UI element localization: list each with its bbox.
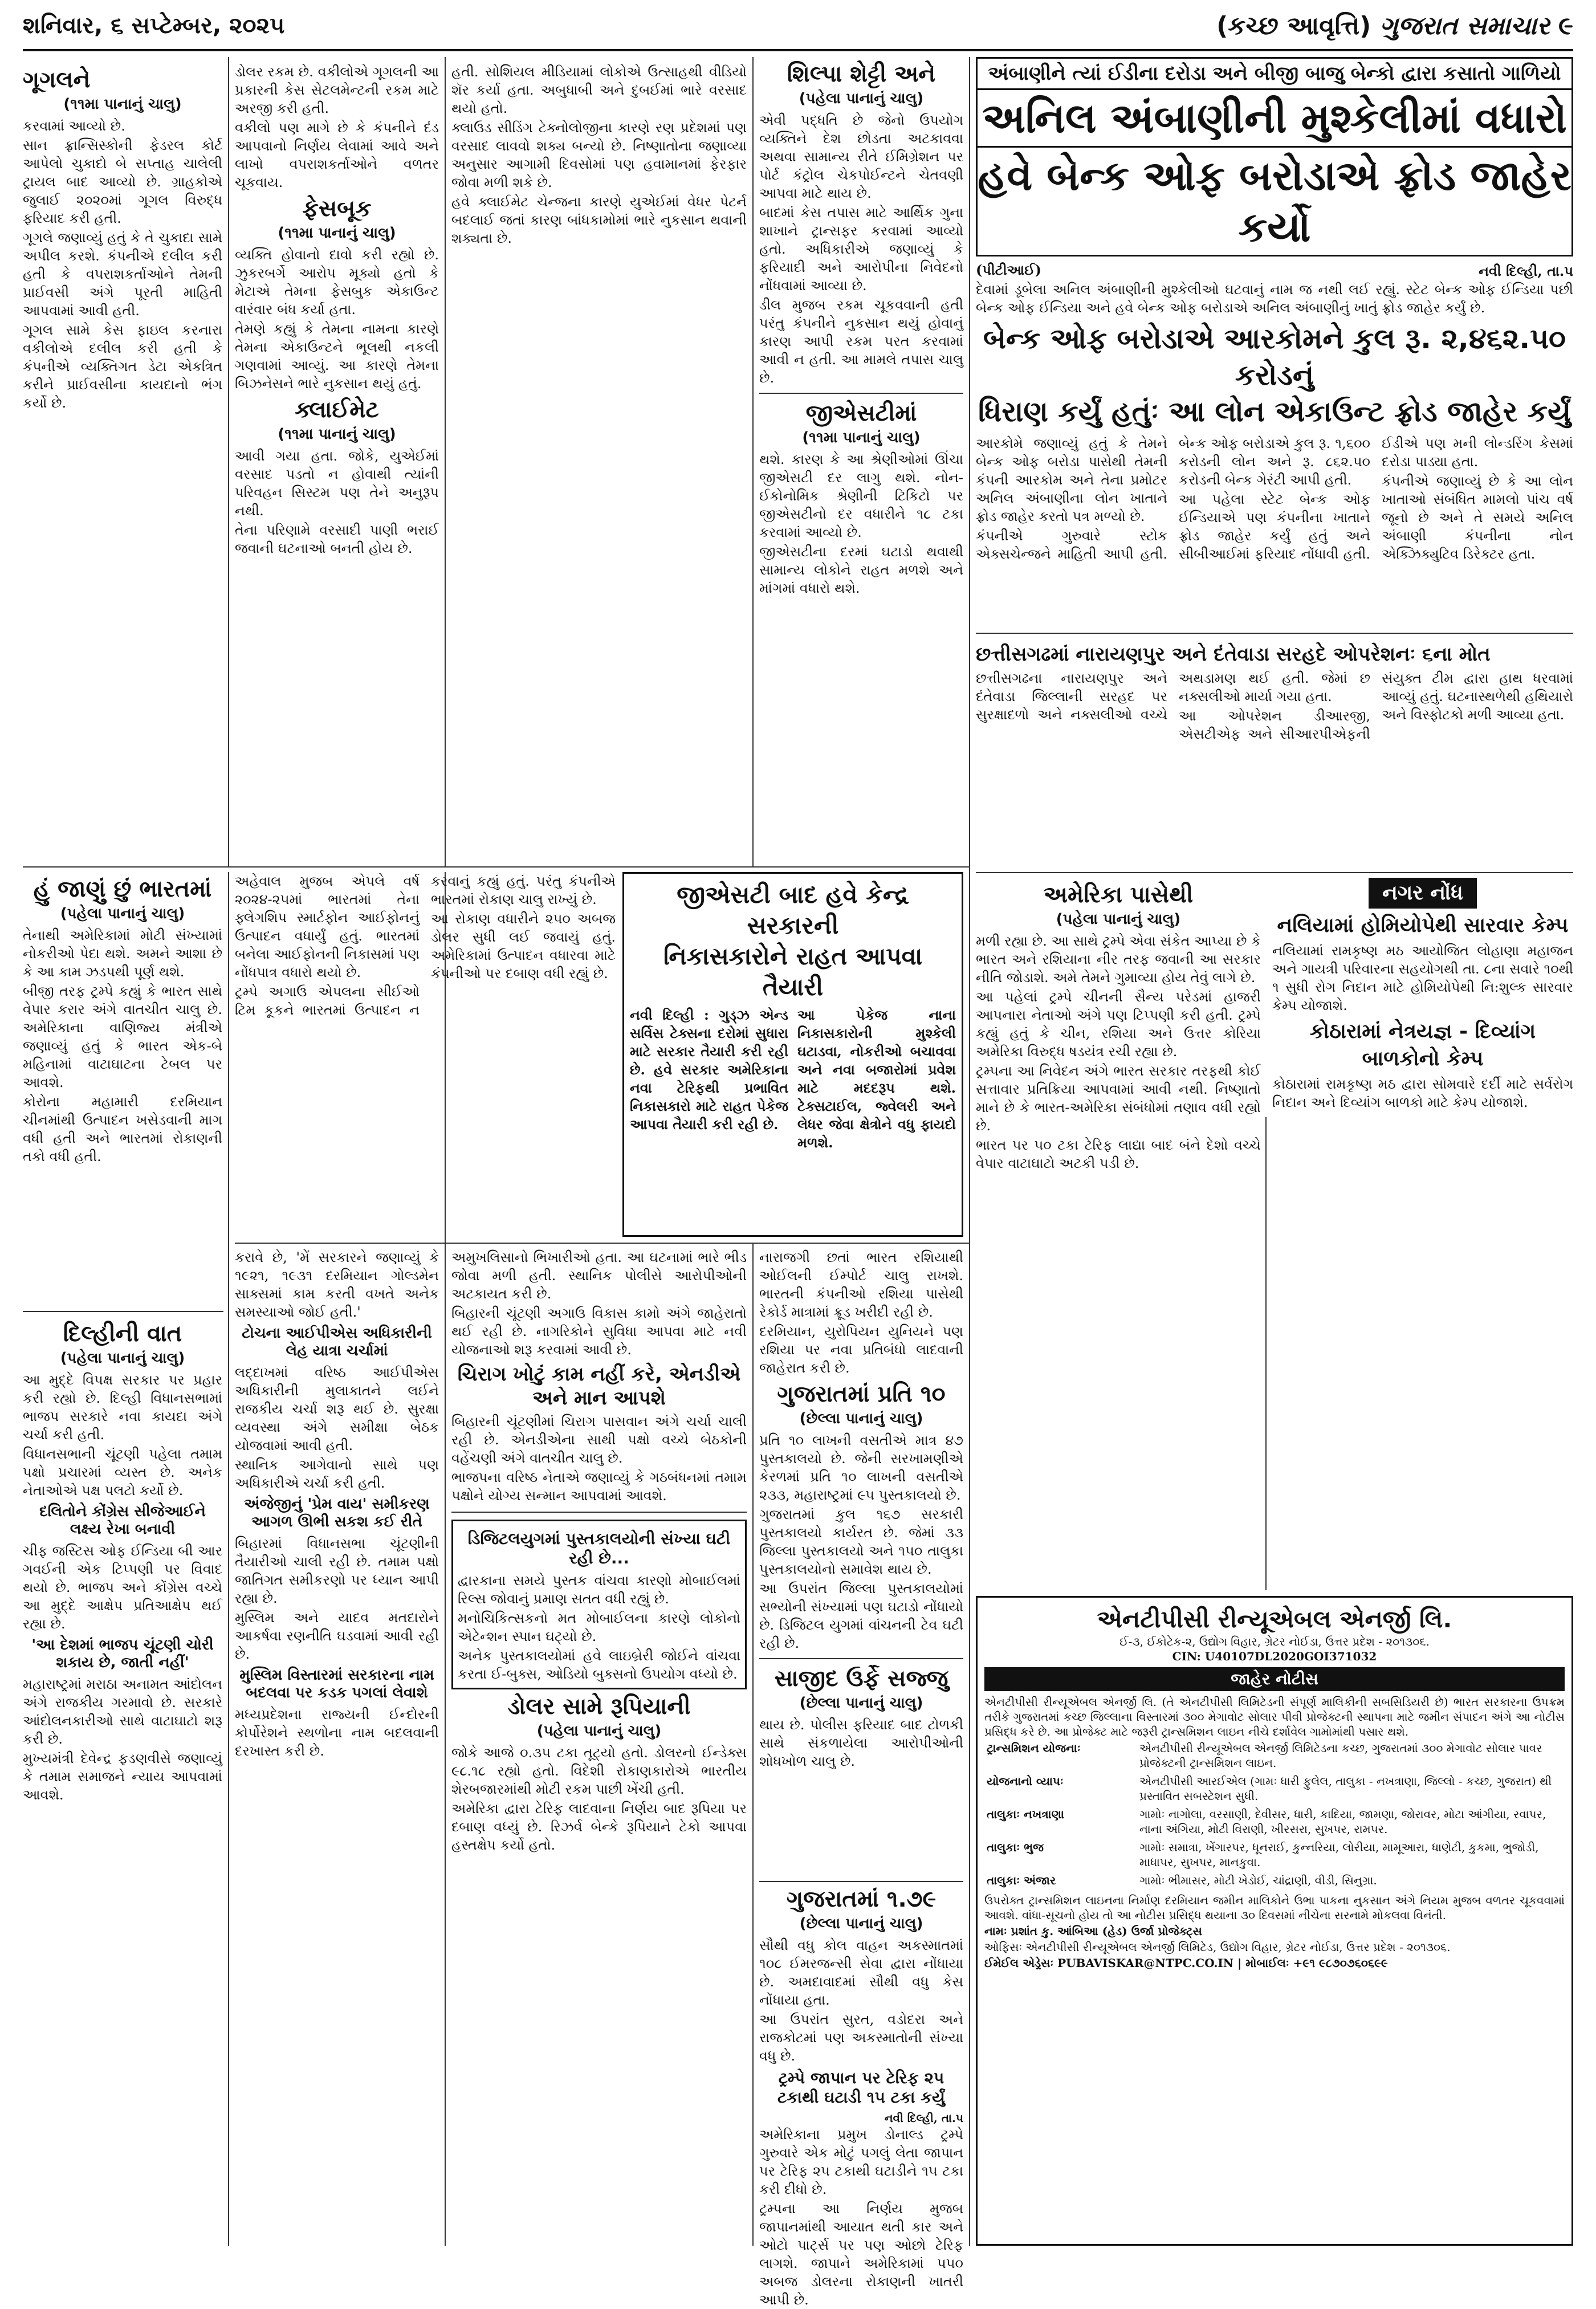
column-divider xyxy=(1265,1117,1267,1590)
paragraph: તેના પરિણામે વરસાદી પાણી ભરાઈ જવાની ઘટનાઓ બનતી હોય છે. xyxy=(235,522,439,556)
paragraph: આ ઓપરેશન ડીઆરજી, એસટીએફ અને સીઆરપીએફની સંયુક્ત ટીમ દ્વારા હાથ ધરવામાં આવ્યું હતું. ઘટનાસ્થળેથી હથિયારો અને વિસ્ફોટકો મળી આવ્યા હતા. xyxy=(1179,670,1573,742)
paragraph: બાદમાં કેસ તપાસ માટે આર્થિક ગુના શાખાને ટ્રાન્સફર કરવામાં આવ્યો હતો. અધિકારીએ જણાવ્યું કે ફરિયાદી અને આરોપીના નિવેદનો નોંધવામાં આવ્યા છે. xyxy=(759,205,963,294)
ad-cin: CIN: U40107DL2020GOI371032 xyxy=(1172,1650,1377,1663)
masthead-rule xyxy=(23,49,1573,51)
section-nagar-nondh xyxy=(1272,878,1573,1585)
ad-contact: નામઃ પ્રશાંત કુ. આંબિઆ (હેડ) ઉર્જા પ્રોજેક્ટ્સ xyxy=(984,1924,1202,1938)
article-title: શિલ્પા શેટ્ટી અને xyxy=(787,61,936,87)
column-divider xyxy=(969,57,970,2246)
article-anil-ambani xyxy=(976,57,1573,627)
paragraph: કોરોના મહામારી દરમિયાન ચીનમાંથી ઉત્પાદન ખસેડવાની માગ વધી હતી અને ભારતમાં રોકાણની તકો વધી હતી. xyxy=(23,1094,222,1164)
article-title: ડોલર સામે રૂપિયાની xyxy=(507,1693,691,1720)
headline-secondary: હવે બેન્ક ઓફ બરોડાએ ફ્રોડ જાહેર કર્યો xyxy=(976,148,1573,256)
table-row xyxy=(984,1838,1565,1871)
divider xyxy=(759,1658,963,1659)
paragraph: કોઠારામાં રામકૃષ્ણ મઠ દ્વારા સોમવારે દર્દી માટે સર્વરોગ નિદાન અને દિવ્યાંગ બાળકો માટે કેમ્પ યોજાશે. xyxy=(1272,1076,1573,1110)
masthead-title xyxy=(1216,11,1573,40)
article-chhattisgarh xyxy=(976,638,1573,866)
divider xyxy=(976,872,1573,873)
paragraph: નારાજગી છતાં ભારત રશિયાથી ઓઈલની ઈમ્પોર્ટ ચાલુ રાખશે. ભારતની કંપનીઓ રશિયા પાસેથી રેકોર્ડ માત્રામાં ક્રૂડ ખરીદી રહી છે. xyxy=(759,1249,963,1320)
article-title: ટ્રમ્પે જાપાન પર ટેરિફ ૨૫ ટકાથી ઘટાડી ૧૫ ટકા કર્યું xyxy=(777,2068,945,2107)
list-item: મનોચિકિત્સકનો મત મોબાઈલના કારણે લોકોનો એટેન્શન સ્પાન ઘટ્યો છે. xyxy=(458,1610,740,1644)
column-divider xyxy=(228,872,229,2246)
continuation-note: (૧૧મા પાનાનું ચાલુ) xyxy=(802,429,921,446)
dateline: નવી દિલ્હી, તા.૫ xyxy=(884,2111,963,2125)
subhead: ટોચના આઈપીએસ અધિકારીની લેહ યાત્રા ચર્ચામાં xyxy=(242,1325,432,1359)
article-political xyxy=(235,1248,439,2246)
subhead: ધિરાણ કર્યું હતુંઃ આ લોન એકાઉન્ટ ફ્રોડ જાહેર કર્યું xyxy=(978,395,1571,428)
article-gujarat-179 xyxy=(759,1881,963,2308)
subhead: દલિતોને કોંગ્રેસ સીજેઆઈને લક્ષ્ય રેખા બનાવી xyxy=(39,1503,206,1538)
article-title: દિલ્હીની વાત xyxy=(63,1321,182,1347)
article-title: કોઠારામાં નેત્રયજ્ઞ - દિવ્યાંગ બાળકોનો કેમ્પ xyxy=(1309,1020,1536,1070)
article-google xyxy=(23,63,222,804)
continuation-note: (પહેલા પાનાનું ચાલુ) xyxy=(60,1350,185,1367)
paragraph: થશે. કારણ કે આ શ્રેણીઓમાં ઊંચા જીએસટી દર લાગુ થશે. નોન-ઈકોનોમિક શ્રેણીની ટિકિટો પર જીએસટીનો દર વધારીને ૧૮ ટકા કરવામાં આવ્યો છે. xyxy=(759,451,963,540)
paragraph: બિહારની ચૂંટણીમાં ચિરાગ પાસવાન અંગે ચર્ચા ચાલી રહી છે. એનડીએના સાથી પક્ષો વચ્ચે બેઠકોની વહેંચણી અંગે વાતચીત ચાલુ છે. xyxy=(451,1414,747,1466)
paragraph: દેવામાં ડૂબેલા અનિલ અંબાણીની મુશ્કેલીઓ ઘટવાનું નામ જ નથી લઈ રહ્યું. સ્ટેટ બેન્ક ઓફ ઈન્ડિયા પછી બેન્ક ઓફ ઈન્ડિયા અને હવે બેન્ક ઓફ બરોડાએ અનિલ અંબાણીનું ખાતું ફ્રોડ જાહેર કર્યું છે. xyxy=(976,282,1573,316)
paragraph: બીજી તરફ ટ્રમ્પે કહ્યું કે ભારત સાથે વેપાર કરાર અંગે વાતચીત ચાલુ છે. અમેરિકાના વાણિજ્ય મંત્રીએ જણાવ્યું હતું કે ભારત એક-બે મહિનામાં વાટાઘાટના ટેબલ પર આવશે. xyxy=(23,983,222,1090)
masthead-paper: ગુજરાત સમાચાર xyxy=(1379,11,1550,40)
divider xyxy=(451,1512,747,1513)
table-cell-key: તાલુકાઃ ભુજ xyxy=(987,1840,1044,1854)
paragraph: સાન ફ્રાન્સિસ્કોની ફેડરલ કોર્ટ આપેલો ચુકાદો બે સપ્તાહ ચાલેલી ટ્રાયલ બાદ આવ્યો છે. ગ્રાહકોએ જુલાઈ ૨૦૨૦માં ગૂગલ વિરુદ્ધ ફરિયાદ કરી હતી. xyxy=(23,137,222,226)
table-cell-key: યોજનાનો વ્યાપઃ xyxy=(987,1774,1064,1788)
masthead-edition: (કચ્છ આવૃત્તિ) xyxy=(1216,11,1371,40)
article-climate-social xyxy=(451,63,747,861)
divider xyxy=(976,633,1573,634)
continuation-note: (૧૧મા પાનાનું ચાલુ) xyxy=(278,225,396,242)
table-cell-value: ગામોઃ નાગોલા, વરસાણી, દેવીસર, ધારી, કાદિયા, જામણા, જોરાવર, મોટા આંગીયા, રવાપર, નાના અંગિયા, મોટી વિરાણી, ખીરસરા, સુખપર, રામપર. xyxy=(1139,1807,1546,1836)
article-title: જીએસટીમાં xyxy=(805,400,917,426)
ad-outro: ઉપરોક્ત ટ્રાન્સમિશન લાઇનના નિર્માણ દરમિયાન જમીન માલિકોને ઉભા પાકના નુકસાન અંગે નિયમ મુજબ વળતર ચૂકવવામાં આવશે. વાંધા-સૂચનો હોય તો આ નોટીસ પ્રસિદ્ધ થયાના ૩૦ દિવસમાં નીચેના સરનામે મોકલવા વિનંતી. xyxy=(984,1893,1565,1922)
paragraph: મુસ્લિમ અને યાદવ મતદારોને આકર્ષવા રણનીતિ ઘડવામાં આવી રહી છે. xyxy=(235,1610,439,1662)
headline-primary: અનિલ અંબાણીની મુશ્કેલીમાં વધારો xyxy=(976,90,1573,148)
paragraph: ટ્રમ્પે અગાઉ એપલના સીઈઓ ટિમ કૂકને ભારતમાં ઉત્પાદન ન કરવાનું કહ્યું હતું. પરંતુ કંપનીએ ભારતમાં રોકાણ ચાલુ રાખ્યું છે. xyxy=(235,873,616,1018)
article-title: અમેરિકા પાસેથી xyxy=(1043,882,1194,908)
ad-address: ઈ-૩, ઈકોટેક-૨, ઉદ્યોગ વિહાર, ગ્રેટર નોઈડા, ઉત્તર પ્રદેશ - ૨૦૧૩૦૬. xyxy=(1119,1635,1430,1648)
paragraph: જોકે આજે ૦.૩૫ ટકા તૂટ્યો હતો. ડોલરનો ઈન્ડેક્સ ૯૮.૧૮ રહ્યો હતો. વિદેશી રોકાણકારોએ ભારતીય શેરબજારમાંથી મોટી રકમ પાછી ખેંચી હતી. xyxy=(451,1745,747,1797)
table-cell-value: એનટીપીસી આરઈએલ (ગામઃ ધારી ફુલેલ, તાલુકા - નખત્રાણા, જિલ્લો - કચ્છ, ગુજરાત) થી પ્રસ્તાવિત સબસ્ટેશન સુધી. xyxy=(1139,1774,1552,1803)
paragraph: ચીફ જસ્ટિસ ઓફ ઈન્ડિયા બી આર ગવઈની એક ટિપ્પણી પર વિવાદ થયો છે. ભાજપ અને કોંગ્રેસ વચ્ચે આ મુદ્દે આક્ષેપ પ્રતિઆક્ષેપ થઈ રહ્યા છે. xyxy=(23,1543,222,1632)
agency: (પીટીઆઈ) xyxy=(976,262,1042,278)
continuation-note: (૧૧મા પાનાનું ચાલુ) xyxy=(63,96,182,113)
paragraph: ગૂગલે જણાવ્યું હતું કે તે ચુકાદા સામે અપીલ કરશે. કંપનીએ દલીલ કરી હતી કે વપરાશકર્તાઓને તેમની પ્રાઈવસી અંગે પૂરતી માહિતી આપવામાં આવી હતી. xyxy=(23,230,222,319)
continuation-note: (પહેલા પાનાનું ચાલુ) xyxy=(60,905,185,922)
ad-email: ઈમેઈલ એડ્રેસઃ PUBAVISKAR@NTPC.CO.IN xyxy=(984,1956,1234,1970)
paragraph: તેનાથી અમેરિકામાં મોટી સંખ્યામાં નોકરીઓ પેદા થશે. અમને આશા છે કે આ કામ ઝડપથી પૂર્ણ થશે. xyxy=(23,927,222,980)
paragraph: બિહારની ચૂંટણી અગાઉ વિકાસ કામો અંગે જાહેરાતો થઈ રહી છે. નાગરિકોને સુવિધા આપવા માટે નવી યોજનાઓ શરૂ કરવામાં આવી છે. xyxy=(451,1305,747,1358)
article-body xyxy=(976,434,1573,563)
paragraph: આ પેકેજ નાના નિકાસકારોની મુશ્કેલી ઘટાડવા, નોકરીઓ બચાવવા અને નવા બજારોમાં પ્રવેશ માટે મદદરૂપ થશે. ટેક્સટાઈલ, જ્વેલરી અને લેધર જેવા ક્ષેત્રોને વધુ ફાયદો મળશે. xyxy=(797,1007,956,1151)
paragraph: કરાવે છે, 'મેં સરકારને જણાવ્યું કે ૧૯૨૧, ૧૯૩૧ દરમિયાન ગોલ્ડમેન સાક્સમાં કામ કરતી વખતે અનેક સમસ્યાઓ જોઈ હતી.' xyxy=(235,1249,439,1320)
table-cell-key: તાલુકાઃ નખત્રાણા xyxy=(987,1807,1064,1821)
table-cell-value: ગામોઃ સમાત્રા, ખેંગારપર, ધૂનરાઈ, કુન્નરિયા, લોરીયા, મામૂઆરા, ધાણેટી, કુકમા, ભુજોડી, માધાપર, સુખપર, માનકુવા. xyxy=(1139,1840,1539,1869)
article-delhi xyxy=(23,1317,222,2246)
article-title: ફેસબૂક xyxy=(302,196,372,222)
paragraph: વ્યક્તિ હોવાનો દાવો કરી રહ્યો છે. ઝુકરબર્ગે આરોપ મૂક્યો હતો કે મેટાએ તેમના ફેસબુક એકાઉન્ટ વારંવાર બંધ કર્યા હતા. xyxy=(235,247,439,317)
paragraph: મહારાષ્ટ્રમાં મરાઠા અનામત આંદોલન અંગે રાજકીય ગરમાવો છે. સરકારે આંદોલનકારીઓ સાથે વાટાઘાટો શરૂ કરી છે. xyxy=(23,1676,222,1747)
paragraph: અમુખલિસાનો ભિખારીઓ હતા. આ ઘટનામાં ભારે ભીડ જોવા મળી હતી. સ્થાનિક પોલીસે આરોપીઓની અટકાયત કરી છે. xyxy=(451,1249,747,1302)
article-title: છત્તીસગઢમાં નારાયણપુર અને દંતેવાડા સરહદે ઓપરેશનઃ ૬ના મોત xyxy=(976,643,1491,666)
paragraph: સૌથી વધુ કોલ વાહન અકસ્માતમાં ૧૦૮ ઈમરજન્સી સેવા દ્વારા નોંધાયા છે. અમદાવાદમાં સૌથી વધુ કેસ નોંધાયા હતા. xyxy=(759,1937,963,2008)
subhead: બેન્ક ઓફ બરોડાએ આરકોમને કુલ રૂ. ૨,૪૬૨.૫૦ કરોડનું xyxy=(983,322,1566,392)
paragraph: સ્થાનિક આગેવાનો સાથે પણ અધિકારીએ ચર્ચા કરી હતી. xyxy=(235,1457,439,1491)
paragraph: કરવામાં આવ્યો છે. xyxy=(23,118,125,134)
paragraph: પ્રતિ ૧૦ લાખની વસતીએ માત્ર ૪૭ પુસ્તકાલયો છે. જેની સરખામણીએ કેરળમાં પ્રતિ ૧૦ લાખની વસતીએ ૨૩૩, મહારાષ્ટ્રમાં ૯૫ પુસ્તકાલયો છે. xyxy=(759,1432,963,1503)
paragraph: ડીલ મુજબ રકમ ચૂકવવાની હતી પરંતુ કંપનીને નુકસાન થયું હોવાનું કારણ આપી રકમ પરત કરવામાં આવી ન હતી. આ મામલે તપાસ ચાલુ છે. xyxy=(759,297,963,386)
ad-notice-title: જાહેર નોટીસ xyxy=(984,1667,1565,1691)
subhead: અંજેજીનું 'પ્રેમ વાય' સમીકરણ આગળ ઊભી સકશ કઈ રીતે xyxy=(244,1496,430,1530)
paragraph: છત્તીસગઢના નારાયણપુર અને દંતેવાડા જિલ્લાની સરહદ પર સુરક્ષાદળો અને નક્સલીઓ વચ્ચે અથડામણ થઈ હતી. જેમાં છ નક્સલીઓ માર્યા ગયા હતા. xyxy=(976,670,1370,723)
divider xyxy=(759,393,963,394)
masthead xyxy=(23,8,1573,48)
ad-office: ઓફિસઃ એનટીપીસી રીન્યૂએબલ એનર્જી લિમિટેડ, ઉદ્યોગ વિહાર, ગ્રેટર નોઈડા, ઉત્તર પ્રદેશ - ૨૦૧૩૦૬. xyxy=(984,1940,1451,1954)
continuation-note: (પહેલા પાનાનું ચાલુ) xyxy=(536,1722,662,1740)
paragraph: એવી પદ્ધતિ છે જેનો ઉપયોગ વ્યક્તિને દેશ છોડતા અટકાવવા અથવા સામાન્ય રીતે ઈમિગ્રેશન પર પોર્ટ કંટ્રોલ ચેકપોઈન્ટને ચેતવણી આપવા માટે થાય છે. xyxy=(759,112,963,201)
paragraph: બિહારમાં વિધાનસભા ચૂંટણીની તૈયારીઓ ચાલી રહી છે. તમામ પક્ષો જાતિગત સમીકરણો પર ધ્યાન આપી રહ્યા છે. xyxy=(235,1536,439,1606)
box-digital-libraries xyxy=(451,1520,747,1689)
article-kicker: અંબાણીને ત્યાં ઈડીના દરોડા અને બીજી બાજુ બેન્કો દ્વારા કસાતો ગાળિયો xyxy=(976,57,1573,90)
paragraph: દરમિયાન, યુરોપિયન યુનિયને પણ રશિયા પર નવા પ્રતિબંધો લાદવાની જાહેરાત કરી છે. xyxy=(759,1323,963,1376)
paragraph: આ ઉપરાંત સુરત, વડોદરા અને રાજકોટમાં પણ અકસ્માતોની સંખ્યા વધુ છે. xyxy=(759,2011,963,2064)
box-title: ડિજિટલયુગમાં પુસ્તકાલયોની સંખ્યા ઘટી રહી છે... xyxy=(467,1529,731,1567)
ad-intro: એનટીપીસી રીન્યૂએબલ એનર્જી લિ. (તે એનટીપીસી લિમિટેડની સંપૂર્ણ માલિકીની સબસિડિયરી છે) ભારત સરકારના ઉપક્રમ તરીકે ગુજરાતમાં કચ્છ જિલ્લાના વિસ્તારમાં ૩૦૦ મેગાવોટ સોલાર પીવી પ્રોજેક્ટની સ્થાપના માટે જમીન સંપાદન અંગે આ નોટીસ પ્રસિદ્ધ કરે છે. આ પ્રોજેક્ટ માટે જરૂરી ટ્રાન્સમિશન લાઇન નીચે દર્શાવેલ ગામોમાંથી પસાર થશે. xyxy=(984,1695,1565,1738)
divider xyxy=(23,866,969,868)
table-cell-key: ટ્રાન્સમિશન યોજનાઃ xyxy=(987,1741,1081,1755)
paragraph: ડોલર રકમ છે. વકીલોએ ગૂગલની આ પ્રકારની કેસ સેટલમેન્ટની રકમ માટે અરજી કરી હતી. xyxy=(235,64,439,116)
paragraph: હવે ક્લાઈમેટ ચેન્જના કારણે યુએઈમાં વેધર પેટર્ન બદલાઈ જતાં કારણ બાંધકામોમાં ભારે નુકસાન થવાની શક્યતા છે. xyxy=(451,194,747,246)
divider xyxy=(235,1243,969,1244)
paragraph: ભાજપના વરિષ્ઠ નેતાએ જણાવ્યું કે ગઠબંધનમાં તમામ પક્ષોને યોગ્ય સન્માન આપવામાં આવશે. xyxy=(451,1469,747,1504)
table-cell-value: એનટીપીસી રીન્યૂએબલ એનર્જી લિમિટેડના કચ્છ, ગુજરાતમાં ૩૦૦ મેગાવોટ સોલાર પાવર પ્રોજેક્ટની ટ્રાન્સમિશન લાઇન. xyxy=(1139,1741,1542,1770)
paragraph: કંપનીએ જણાવ્યું છે કે આ લોન ખાતાઓ સંબંધિત મામલો પાંચ વર્ષ જૂનો છે અને તે સમયે અનિલ અંબાણી કંપનીના નોન એક્ઝિક્યુટિવ ડિરેક્ટર હતા. xyxy=(1382,473,1573,562)
paragraph: થાય છે. પોલીસ ફરિયાદ બાદ ટોળકી સાથે સંકળાયેલા આરોપીઓની શોધખોળ ચાલુ છે. xyxy=(759,1717,963,1769)
headline-secondary: નિકાસકારોને રાહત આપવા તૈયારી xyxy=(663,942,923,1001)
divider xyxy=(23,1311,223,1312)
column-divider xyxy=(445,57,446,866)
article-title: નલિયામાં હોમિયોપેથી સારવાર કેમ્પ xyxy=(1277,914,1569,937)
paragraph: આ પહેલાં ટ્રમ્પે ચીનની સૈન્ય પરેડમાં હાજરી આપનારા નેતાઓ અંગે પણ ટિપ્પણી કરી હતી. ટ્રમ્પે કહ્યું હતું કે ચીન, રશિયા અને ઉત્તર કોરિયા અમેરિકા વિરુદ્ધ ષડયંત્ર રચી રહ્યા છે. xyxy=(976,989,1261,1060)
article-title: ચિરાગ ખોટું કામ નહીં કરે, એનડીએ અને માન આપશે xyxy=(457,1363,741,1410)
masthead-date: શનિવાર, ૬ સપ્ટેમ્બર, ૨૦૨૫ xyxy=(23,13,285,39)
paragraph: આ ઉપરાંત જિલ્લા પુસ્તકાલયોમાં સભ્યોની સંખ્યામાં પણ ઘટાડો નોંધાયો છે. ડિજિટલ યુગમાં વાંચનની ટેવ ઘટી રહી છે. xyxy=(759,1581,963,1651)
paragraph: ગૂગલ સામે કેસ ફાઇલ કરનારા વકીલોએ દલીલ કરી હતી કે કંપનીએ વ્યક્તિગત ડેટા એકત્રિત કરીને પ્રાઈવસીના કાયદાનો ભંગ કર્યો છે. xyxy=(23,322,222,411)
paragraph: ટ્રમ્પના આ નિર્ણય મુજબ જાપાનમાંથી આયાત થતી કાર અને ઓટો પાર્ટ્સ પર પણ ઓછો ટેરિફ લાગશે. જાપાને અમેરિકામાં ૫૫૦ અબજ ડોલરના રોકાણની ખાતરી આપી છે. xyxy=(759,2201,963,2308)
article-title: ગુજરાતમાં ૧.૭૯ xyxy=(786,1886,937,1912)
paragraph: મળી રહ્યા છે. આ સાથે ટ્રમ્પે એવા સંકેત આપ્યા છે કે ભારત અને રશિયાના નીર તરફ જવાની આ સરકાર નીતિ જોડાશે. અમે તેમને ગુમાવ્યા હોય તેવું લાગે છે. xyxy=(976,933,1261,986)
article-bihar xyxy=(451,1248,747,2246)
ad-village-table xyxy=(984,1739,1565,1889)
table-row xyxy=(984,1805,1565,1838)
article-title: ગૂગલને xyxy=(23,67,91,93)
column-divider xyxy=(752,1243,754,2246)
column-divider xyxy=(752,57,754,866)
paragraph: લદ્દાખમાં વરિષ્ઠ આઈપીએસ અધિકારીની મુલાકાતને લઈને રાજકીય ચર્ચા શરૂ થઈ છે. સુરક્ષા વ્યવસ્થા અંગે સમીક્ષા બેઠક યોજવામાં આવી હતી. xyxy=(235,1365,439,1453)
article-title: સાજીદ ઉર્ફે સજ્જુ xyxy=(774,1665,948,1692)
headline-primary: જીએસટી બાદ હવે કેન્દ્ર સરકારની xyxy=(677,881,909,939)
paragraph: મુખ્યમંત્રી દેવેન્દ્ર ફડણવીસે જણાવ્યું કે તમામ સમાજને ન્યાય આપવામાં આવશે. xyxy=(23,1750,222,1803)
divider xyxy=(759,1881,963,1882)
table-cell-value: ગામોઃ ભીમાસર, મોટી ખેડોઈ, ચાંદ્રાણી, વીડી, સિનુગ્રા. xyxy=(1139,1874,1377,1887)
paragraph: આરકોમે જણાવ્યું હતું કે તેમને બેન્ક ઓફ બરોડા પાસેથી તેમની કંપની આરકોમ અને તેના પ્રમોટર અનિલ અંબાણીના લોન ખાતાને ફ્રોડ જાહેર કરતો પત્ર મળ્યો છે. xyxy=(976,435,1167,524)
ad-email-phone: ઈમેઈલ એડ્રેસઃ PUBAVISKAR@NTPC.CO.IN | મોબાઈલઃ +૯૧ ૯૮૭૦૭૬૦૬૯૯ xyxy=(984,1956,1388,1970)
masthead-page-no: ૯ xyxy=(1558,11,1573,40)
continuation-note: (છેલ્લા પાનાનું ચાલુ) xyxy=(799,1915,923,1932)
paragraph: ટ્રમ્પના આ નિવેદન અંગે ભારત સરકાર તરફથી કોઈ સત્તાવાર પ્રતિક્રિયા આપવામાં આવી નથી. નિષ્ણાતો માને છે કે ભારત-અમેરિકા સંબંધોમાં તણાવ વધી રહ્યો છે. xyxy=(976,1063,1261,1134)
paragraph: આ પહેલા સ્ટેટ બેન્ક ઓફ ઈન્ડિયાએ પણ કંપનીના ખાતાને ફ્રોડ જાહેર કર્યું હતું અને સીબીઆઈમાં ફરિયાદ નોંધાવી હતી. ઈડીએ પણ મની લોન્ડરિંગ કેસમાં દરોડા પાડ્યા હતા. xyxy=(1179,435,1573,562)
dateline: નવી દિલ્હી, તા.૫ xyxy=(1479,263,1573,279)
paragraph: આ રોકાણ વધારીને ૨૫૦ અબજ ડોલર સુધી લઈ જવાયું હતું. અમેરિકામાં ઉત્પાદન વધારવા માટે કંપનીઓ પર દબાણ વધી રહ્યું છે. xyxy=(431,911,616,982)
ad-phone: મોબાઈલઃ +૯૧ ૯૮૭૦૭૬૦૬૯૯ xyxy=(1245,1956,1388,1970)
paragraph: વકીલો પણ માગે છે કે કંપનીને દંડ આપવાનો નિર્ણય લેવામાં આવે અને લાખો વપરાશકર્તાઓને વળતર ચૂકવાય. xyxy=(235,120,439,190)
article-title: ક્લાઈમેટ xyxy=(295,397,379,423)
paragraph: નવી દિલ્હી : ગુડ્ઝ એન્ડ સર્વિસ ટેક્સના દરોમાં સુધારા માટે સરકાર તૈયારી કરી રહી છે. હવે સરકાર અમેરિકાના નવા ટેરિફથી પ્રભાવિત નિકાસકારો માટે રાહત પેકેજ આપવા તૈયારી કરી રહી છે. xyxy=(630,1007,788,1133)
paragraph: વિધાનસભાની ચૂંટણી પહેલા તમામ પક્ષો પ્રચારમાં વ્યસ્ત છે. અનેક નેતાઓએ પક્ષ પલટો કર્યો છે. xyxy=(23,1446,222,1498)
column-divider xyxy=(228,57,229,866)
table-row xyxy=(984,1772,1565,1805)
paragraph: તેમણે કહ્યું કે તેમના નામના કારણે તેમના એકાઉન્ટને ભૂલથી નકલી ગણવામાં આવ્યું. આ કારણે તેમના બિઝનેસને ભારે નુકસાન થયું હતું. xyxy=(235,321,439,392)
article-shilpa xyxy=(759,57,963,861)
paragraph: જીએસટીના દરમાં ઘટાડો થવાથી સામાન્ય લોકોને રાહત મળશે અને માંગમાં વધારો થશે. xyxy=(759,544,963,596)
paragraph: નલિયામાં રામકૃષ્ણ મઠ આયોજિત લોહાણા મહાજન અને ગાયત્રી પરિવારના સહયોગથી તા. ૮ના સવારે ૧૦થી ૧ સુધી રોગ નિદાન માટે હોમિયોપેથી નિ:શુલ્ક સારવાર કેમ્પ યોજાશે. xyxy=(1272,943,1573,1013)
paragraph: હતી. સોશિયલ મીડિયામાં લોકોએ ઉત્સાહથી વીડિયો શૅર કર્યા હતા. અબુધાબી અને દુબઈમાં ભારે વરસાદ થયો હતો. xyxy=(451,64,747,116)
continuation-note: (પહેલા પાનાનું ચાલુ) xyxy=(799,90,924,107)
paragraph: અમેરિકાના પ્રમુખ ડોનાલ્ડ ટ્રમ્પે ગુરુવારે એક મોટું પગલું લેતા જાપાન પર ટેરિફ ૨૫ ટકાથી ઘટાડીને ૧૫ ટકા કરી દીધો છે. xyxy=(759,2127,963,2197)
article-title: ગુજરાતમાં પ્રતિ ૧૦ xyxy=(777,1381,946,1407)
section-label: નગર નોંધ xyxy=(1369,878,1477,909)
ad-ntpc-notice xyxy=(976,1596,1573,2246)
ad-company: એનટીપીસી રીન્યૂએબલ એનર્જી લિ. xyxy=(1097,1605,1452,1633)
table-row xyxy=(984,1871,1565,1889)
subhead: મુસ્લિમ વિસ્તારમાં સરકારના નામ બદલવા પર કડક પગલાં લેવાશે xyxy=(239,1667,434,1701)
table-cell-key: તાલુકાઃ અંજાર xyxy=(987,1874,1056,1887)
paragraph: આવી ગયા હતા. જોકે, યુએઈમાં વરસાદ પડતો ન હોવાથી ત્યાંની પરિવહન સિસ્ટમ પણ તેને અનુરૂપ નથી. xyxy=(235,448,439,519)
article-apple xyxy=(235,872,616,1237)
paragraph: મધ્યપ્રદેશના રાજ્યની ઈન્દોરની કોર્પોરેશને સ્થળોના નામ બદલવાની દરખાસ્ત કરી છે. xyxy=(235,1707,439,1759)
list-item: અનેક પુસ્તકાલયોમાં હવે લાઇબ્રેરી જોઈને વાંચવા કરતા ઈ-બુક્સ, ઓડિયો બુક્સનો ઉપયોગ વધ્યો છે. xyxy=(458,1648,740,1682)
paragraph: ભારત પર ૫૦ ટકા ટેરિફ લાદ્યા બાદ બંને દેશો વચ્ચે વેપાર વાટાઘાટો અટકી પડી છે. xyxy=(976,1137,1261,1171)
paragraph: ગુજરાતમાં કુલ ૧૬૭ સરકારી પુસ્તકાલયો કાર્યરત છે. જેમાં ૩૩ જિલ્લા પુસ્તકાલયો અને ૧૫૦ તાલુકા પુસ્તકાલયોનો સમાવેશ થાય છે. xyxy=(759,1506,963,1577)
continuation-note: (છેલ્લા પાનાનું ચાલુ) xyxy=(799,1695,923,1712)
subhead: 'આ દેશમાં ભાજપ ચૂંટણી ચોરી શકાય છે, જાતી નહીં' xyxy=(31,1636,214,1671)
continuation-note: (પહેલા પાનાનું ચાલુ) xyxy=(1056,911,1181,928)
continuation-note: (છેલ્લા પાનાનું ચાલુ) xyxy=(799,1410,923,1427)
paragraph: આ મુદ્દે વિપક્ષ સરકાર પર પ્રહાર કરી રહ્યો છે. દિલ્હી વિધાનસભામાં ભાજપ સરકારે નવા કાયદા અંગે ચર્ચા કરી હતી. xyxy=(23,1372,222,1443)
list-item: દ્વારકાના સમયે પુસ્તક વાંચવા કારણો મોબાઈલમાં રિલ્સ જોવાનું પ્રમાણ સતત વધી રહ્યું છે. xyxy=(458,1573,740,1607)
paragraph: અહેવાલ મુજબ એપલે વર્ષ ૨૦૨૪-૨૫માં ભારતમાં તેના ફ્લેગશિપ સ્માર્ટફોન આઈફોનનું ઉત્પાદન વધાર્યું હતું. ભારતમાં બનેલા આઈફોનની નિકાસમાં પણ નોંધપાત્ર વધારો થયો છે. xyxy=(235,873,420,980)
paragraph: અમેરિકા દ્વારા ટેરિફ લાદવાના નિર્ણય બાદ રૂપિયા પર દબાણ વધ્યું છે. રિઝર્વ બેન્કે રૂપિયાને ટેકો આપવા હસ્તક્ષેપ કર્યો હતો. xyxy=(451,1801,747,1853)
continuation-note: (૧૧મા પાનાનું ચાલુ) xyxy=(278,426,396,443)
article-column-2 xyxy=(235,63,439,861)
table-row xyxy=(984,1739,1565,1772)
article-america xyxy=(976,878,1261,1585)
article-gst-relief xyxy=(622,872,963,1237)
paragraph: કંપનીએ ગુરુવારે સ્ટોક એક્સચેન્જને માહિતી આપી હતી. બેન્ક ઓફ બરોડાએ કુલ રૂ. ૧,૬૦૦ કરોડની લોન અને રૂ. ૮૬૨.૫૦ કરોડની બેન્ક ગેરંટી આપી હતી. xyxy=(976,435,1370,562)
article-title: હું જાણું છું ભારતમાં xyxy=(33,876,212,902)
article-hu-janu xyxy=(23,872,222,1305)
paragraph: ક્લાઉડ સીડિંગ ટેક્નોલોજીના કારણે રણ પ્રદેશમાં પણ વરસાદ લાવવો શક્ય બન્યો છે. નિષ્ણાતોના જણાવ્યા અનુસાર આગામી દિવસોમાં પણ હવામાનમાં ફેરફાર જોવા મળી શકે છે. xyxy=(451,120,747,190)
